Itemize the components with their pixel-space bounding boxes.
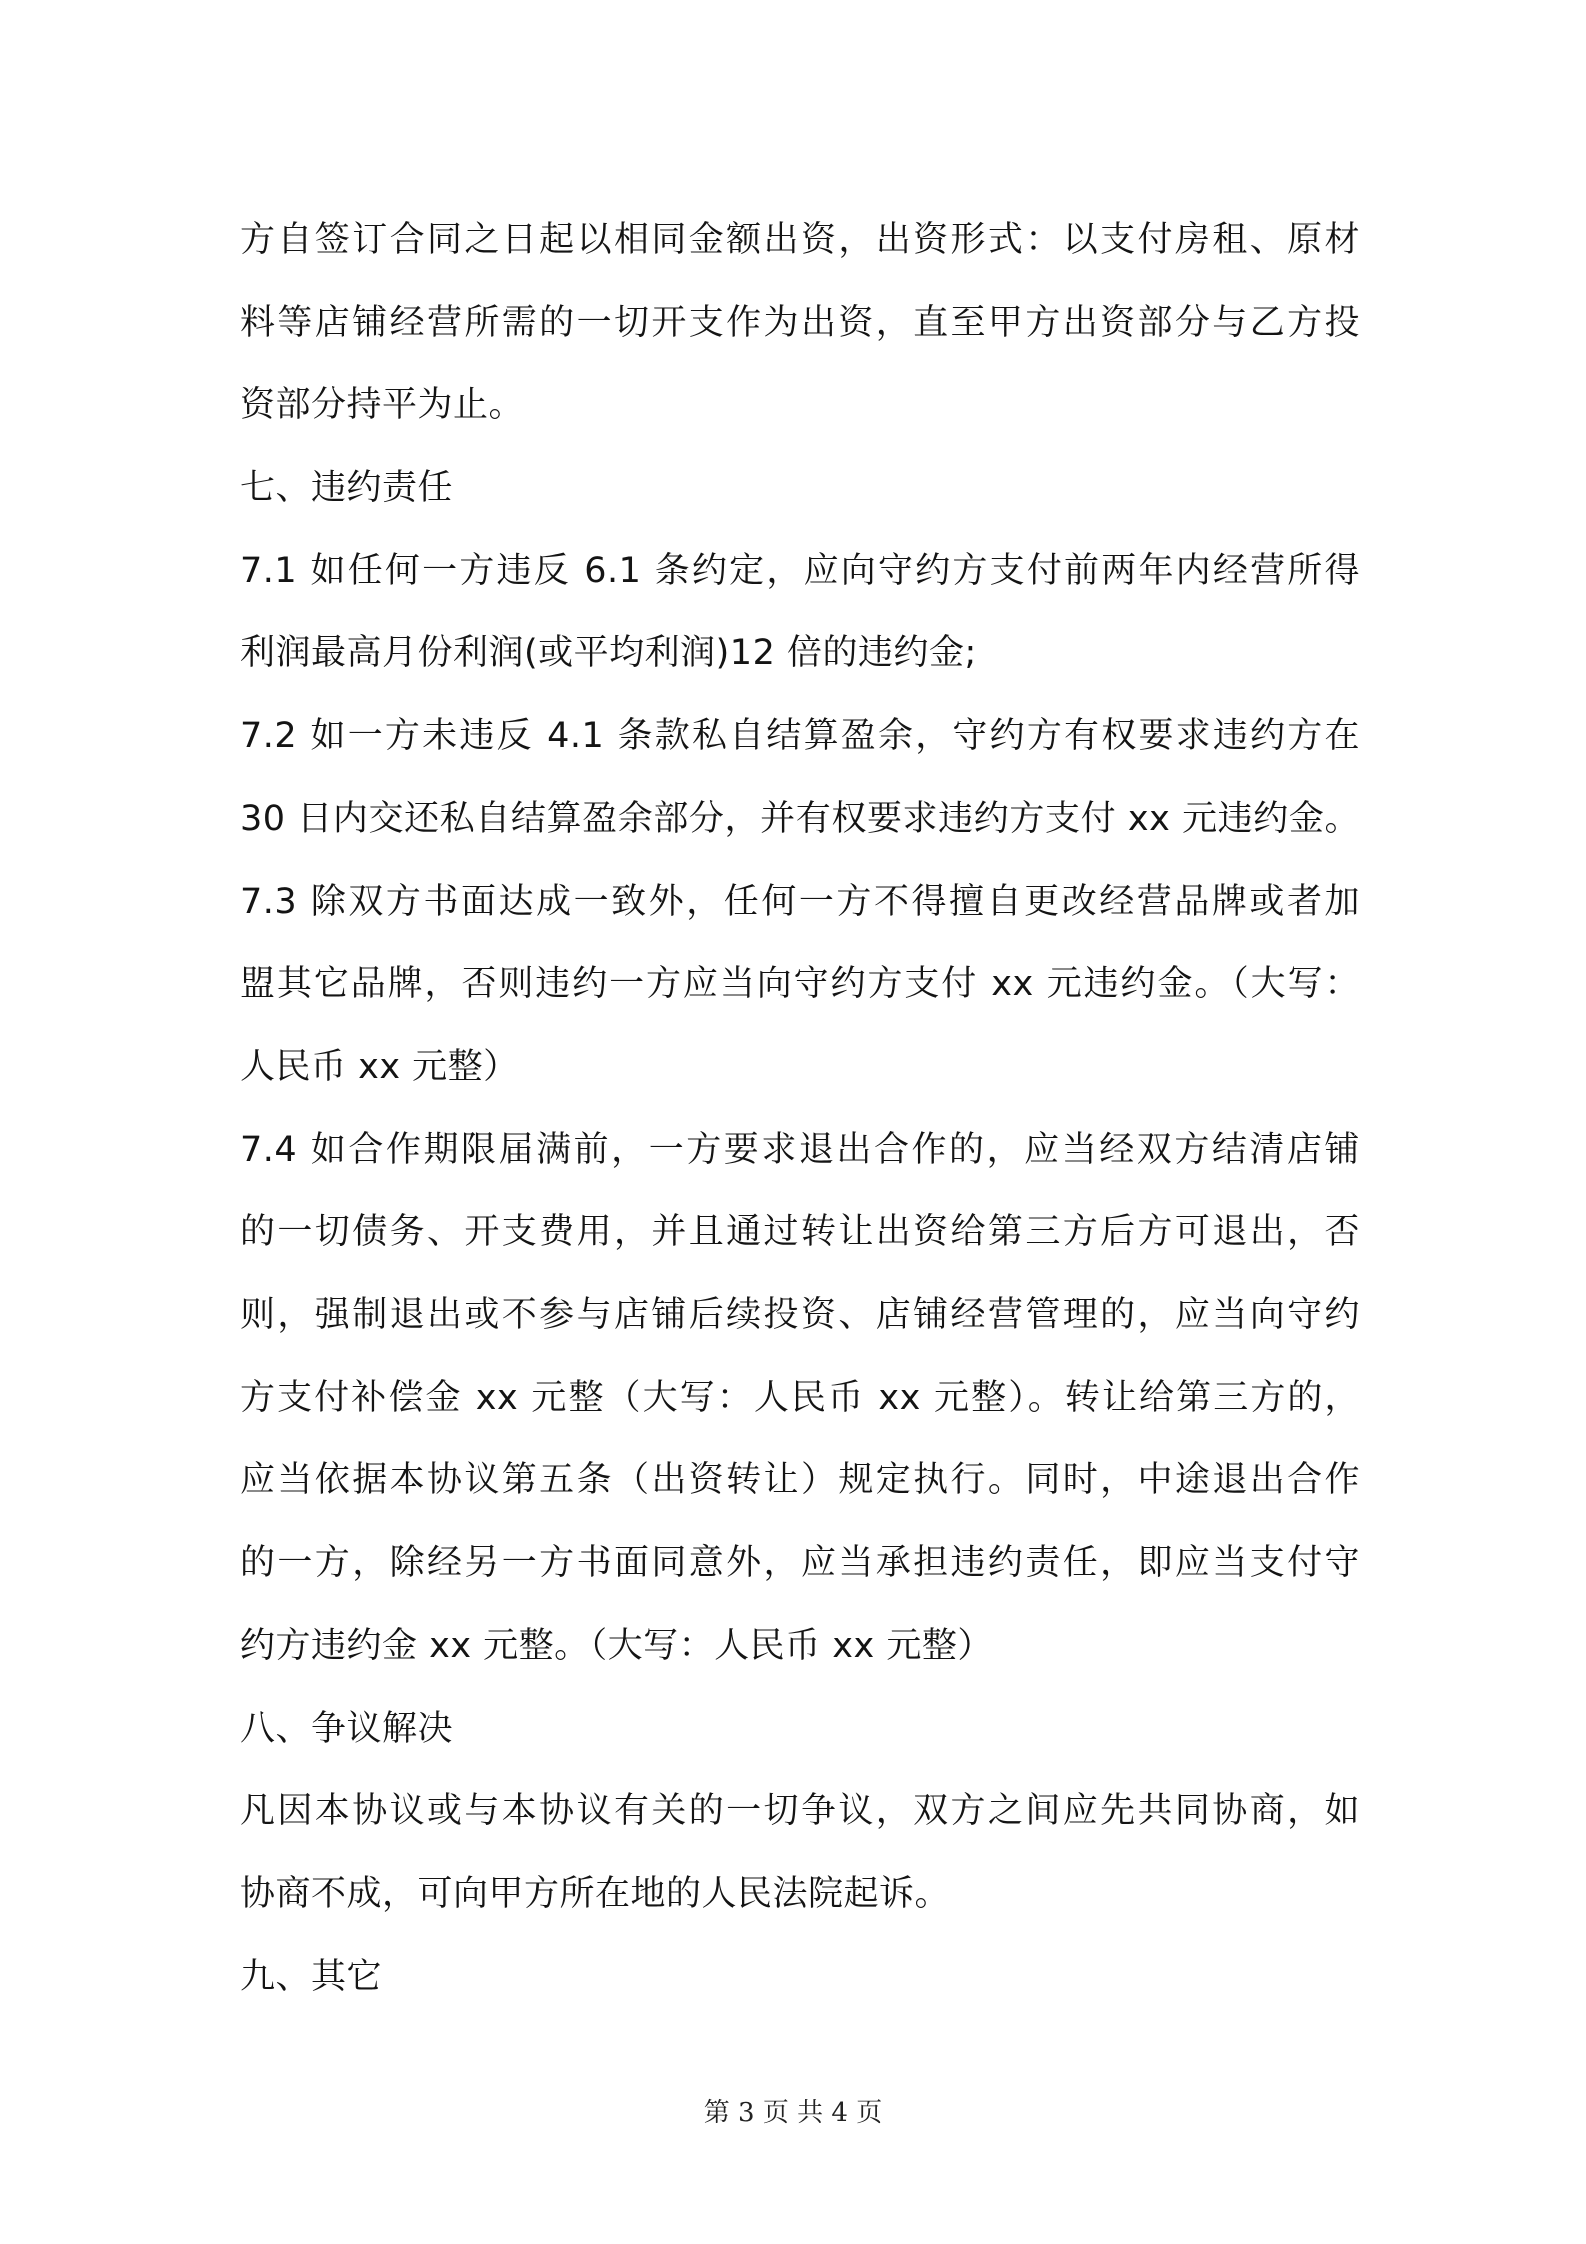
paragraph-line: 协商不成，可向甲方所在地的人民法院起诉。 bbox=[240, 1874, 951, 1914]
clause-line: 利润最高月份利润(或平均利润)12 倍的违约金; bbox=[240, 633, 977, 673]
clause-line: 7.4 如合作期限届满前，一方要求退出合作的，应当经双方结清店铺 bbox=[240, 1130, 1360, 1170]
clause-line: 7.3 除双方书面达成一致外，任何一方不得擅自更改经营品牌或者加 bbox=[240, 882, 1360, 922]
clause-line: 人民币 xx 元整） bbox=[240, 1047, 519, 1087]
clause-line: 盟其它品牌，否则违约一方应当向守约方支付 xx 元违约金。（大写： bbox=[240, 964, 1360, 1004]
clause-line: 7.2 如一方未违反 4.1 条款私自结算盈余，守约方有权要求违约方在 bbox=[240, 716, 1360, 756]
clause-line: 应当依据本协议第五条（出资转让）规定执行。同时，中途退出合作 bbox=[240, 1460, 1360, 1500]
clause-line: 的一方，除经另一方书面同意外，应当承担违约责任，即应当支付守 bbox=[240, 1543, 1360, 1583]
paragraph-line: 方自签订合同之日起以相同金额出资，出资形式：以支付房租、原材 bbox=[240, 220, 1360, 260]
section-heading: 八、争议解决 bbox=[240, 1709, 454, 1749]
clause-line: 约方违约金 xx 元整。（大写：人民币 xx 元整） bbox=[240, 1626, 993, 1666]
section-heading: 七、违约责任 bbox=[240, 468, 454, 508]
clause-line: 7.1 如任何一方违反 6.1 条约定，应向守约方支付前两年内经营所得 bbox=[240, 551, 1360, 591]
paragraph-line: 凡因本协议或与本协议有关的一切争议，双方之间应先共同协商，如 bbox=[240, 1791, 1360, 1831]
clause-line: 则，强制退出或不参与店铺后续投资、店铺经营管理的，应当向守约 bbox=[240, 1295, 1360, 1335]
clause-line: 方支付补偿金 xx 元整（大写：人民币 xx 元整）。转让给第三方的， bbox=[240, 1378, 1360, 1418]
clause-line: 30 日内交还私自结算盈余部分，并有权要求违约方支付 xx 元违约金。 bbox=[240, 799, 1360, 839]
section-heading: 九、其它 bbox=[240, 1957, 383, 1997]
page-number-footer: 第 3 页 共 4 页 bbox=[703, 2098, 883, 2128]
paragraph-line: 料等店铺经营所需的一切开支作为出资，直至甲方出资部分与乙方投 bbox=[240, 303, 1360, 343]
paragraph-line: 资部分持平为止。 bbox=[240, 385, 525, 425]
clause-line: 的一切债务、开支费用，并且通过转让出资给第三方后方可退出，否 bbox=[240, 1212, 1360, 1252]
